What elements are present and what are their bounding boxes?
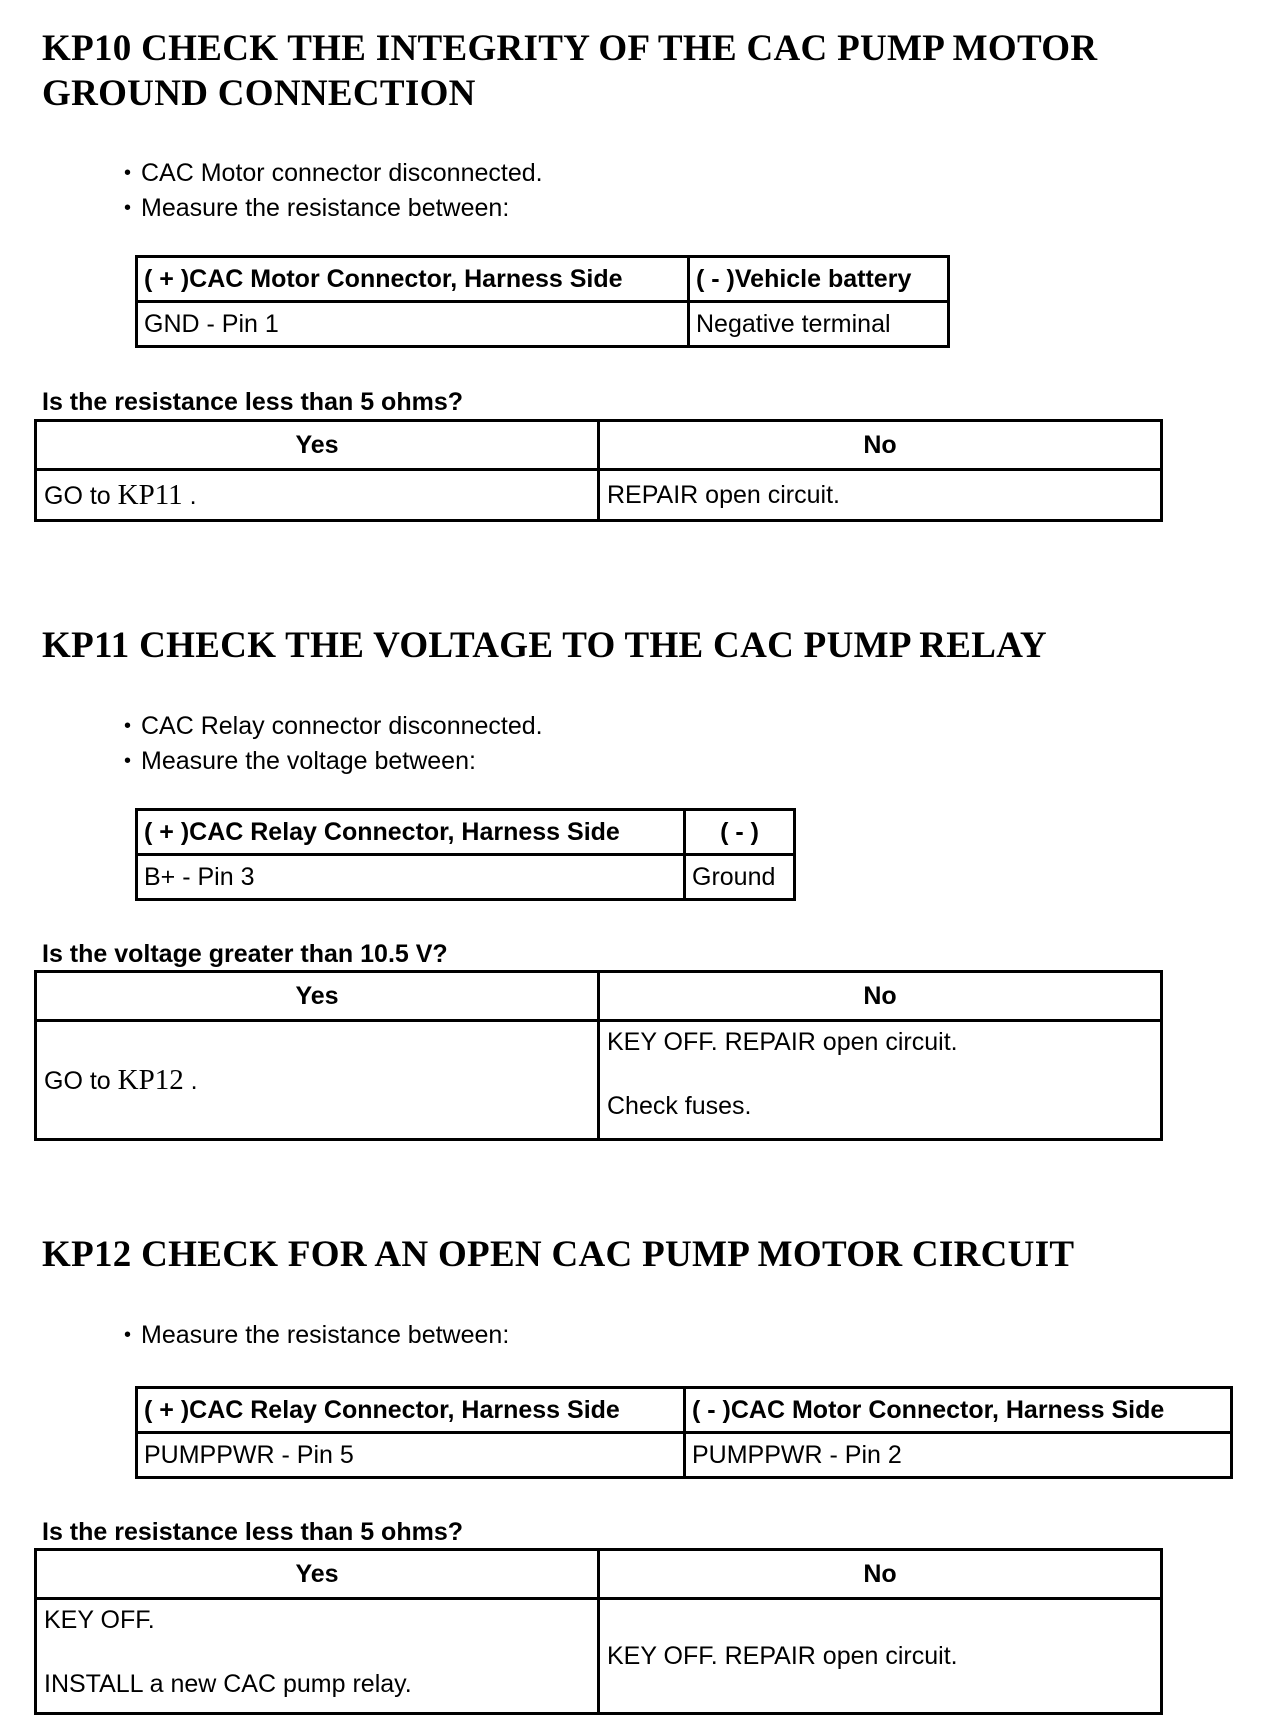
kp11-bullet-2: • Measure the voltage between: — [124, 744, 543, 779]
kp12-bullet-1: • Measure the resistance between: — [124, 1318, 509, 1353]
kp12-question: Is the resistance less than 5 ohms? — [42, 1518, 463, 1546]
kp12-no-header: No — [599, 1550, 1162, 1599]
kp10-title-line2: GROUND CONNECTION — [42, 73, 476, 114]
kp12-yes-cell — [36, 1599, 599, 1714]
kp10-yes-suffix: . — [182, 481, 197, 510]
kp11-no-line1: KEY OFF. REPAIR open circuit. — [607, 1028, 958, 1056]
kp11-yes-cell — [36, 1021, 599, 1140]
kp12-measure-neg: PUMPPWR - Pin 2 — [685, 1433, 1232, 1478]
kp10-measure-header-neg: ( - )Vehicle battery — [689, 257, 949, 302]
kp12-yes-header: Yes — [36, 1550, 599, 1599]
kp11-bullet-1: • CAC Relay connector disconnected. — [124, 709, 543, 744]
kp10-measure-header-pos: ( + )CAC Motor Connector, Harness Side — [137, 257, 689, 302]
kp10-question: Is the resistance less than 5 ohms? — [42, 388, 463, 416]
kp12-measure-header-pos: ( + )CAC Relay Connector, Harness Side — [137, 1388, 685, 1433]
kp11-bullet-list — [124, 709, 543, 779]
kp11-yes-prefix: GO to — [44, 1066, 111, 1095]
kp12-yes-no-table — [34, 1548, 1163, 1715]
kp11-measure-row — [137, 855, 795, 900]
kp10-yes-no-header-row — [36, 421, 1162, 470]
kp11-no-cell — [599, 1021, 1162, 1140]
kp12-title: KP12 CHECK FOR AN OPEN CAC PUMP MOTOR CIRCUIT — [42, 1234, 1075, 1275]
kp11-measure-header-row — [137, 810, 795, 855]
kp11-yes-no-table — [34, 970, 1163, 1141]
kp10-measure-table — [135, 255, 950, 348]
kp10-title — [42, 26, 1097, 116]
kp11-question: Is the voltage greater than 10.5 V? — [42, 940, 448, 968]
kp11-yes-header: Yes — [36, 972, 599, 1021]
kp12-yes-no-row — [36, 1599, 1162, 1714]
kp11-yes-no-header-row — [36, 972, 1162, 1021]
kp12-measure-row — [137, 1433, 1232, 1478]
kp11-measure-table — [135, 808, 796, 901]
kp12-no-cell: KEY OFF. REPAIR open circuit. — [599, 1599, 1162, 1714]
kp12-measure-header-neg: ( - )CAC Motor Connector, Harness Side — [685, 1388, 1232, 1433]
kp12-measure-table — [135, 1386, 1233, 1479]
kp10-measure-neg: Negative terminal — [689, 302, 949, 347]
kp10-yes-prefix: GO to — [44, 481, 111, 510]
kp10-yes-no-table — [34, 419, 1163, 522]
kp11-goto-kp12-link[interactable]: KP12 — [117, 1063, 184, 1096]
kp11-no-header: No — [599, 972, 1162, 1021]
kp10-yes-cell — [36, 470, 599, 521]
kp12-yes-line2: INSTALL a new CAC pump relay. — [44, 1670, 412, 1698]
kp10-measure-row — [137, 302, 949, 347]
kp12-measure-header-row — [137, 1388, 1232, 1433]
kp11-measure-neg: Ground — [685, 855, 795, 900]
kp10-measure-header-row — [137, 257, 949, 302]
kp11-measure-header-pos: ( + )CAC Relay Connector, Harness Side — [137, 810, 685, 855]
kp12-yes-line1: KEY OFF. — [44, 1606, 155, 1634]
kp10-yes-no-row — [36, 470, 1162, 521]
kp11-measure-header-neg: ( - ) — [685, 810, 795, 855]
kp10-bullet-list — [124, 156, 543, 226]
kp11-no-line2: Check fuses. — [607, 1092, 752, 1120]
kp10-bullet-2: • Measure the resistance between: — [124, 191, 543, 226]
kp12-measure-pos: PUMPPWR - Pin 5 — [137, 1433, 685, 1478]
kp11-measure-pos: B+ - Pin 3 — [137, 855, 685, 900]
kp10-title-line1: KP10 CHECK THE INTEGRITY OF THE CAC PUMP MOTOR — [42, 28, 1098, 69]
kp11-yes-no-row — [36, 1021, 1162, 1140]
kp10-no-cell: REPAIR open circuit. — [599, 470, 1162, 521]
kp10-bullet-1: • CAC Motor connector disconnected. — [124, 156, 543, 191]
kp10-yes-header: Yes — [36, 421, 599, 470]
kp12-bullet-list — [124, 1318, 509, 1353]
kp12-yes-no-header-row — [36, 1550, 1162, 1599]
kp10-goto-kp11-link[interactable]: KP11 — [117, 478, 183, 511]
kp10-measure-pos: GND - Pin 1 — [137, 302, 689, 347]
kp10-no-header: No — [599, 421, 1162, 470]
kp11-yes-suffix: . — [183, 1066, 198, 1095]
kp11-title: KP11 CHECK THE VOLTAGE TO THE CAC PUMP RELAY — [42, 625, 1047, 666]
